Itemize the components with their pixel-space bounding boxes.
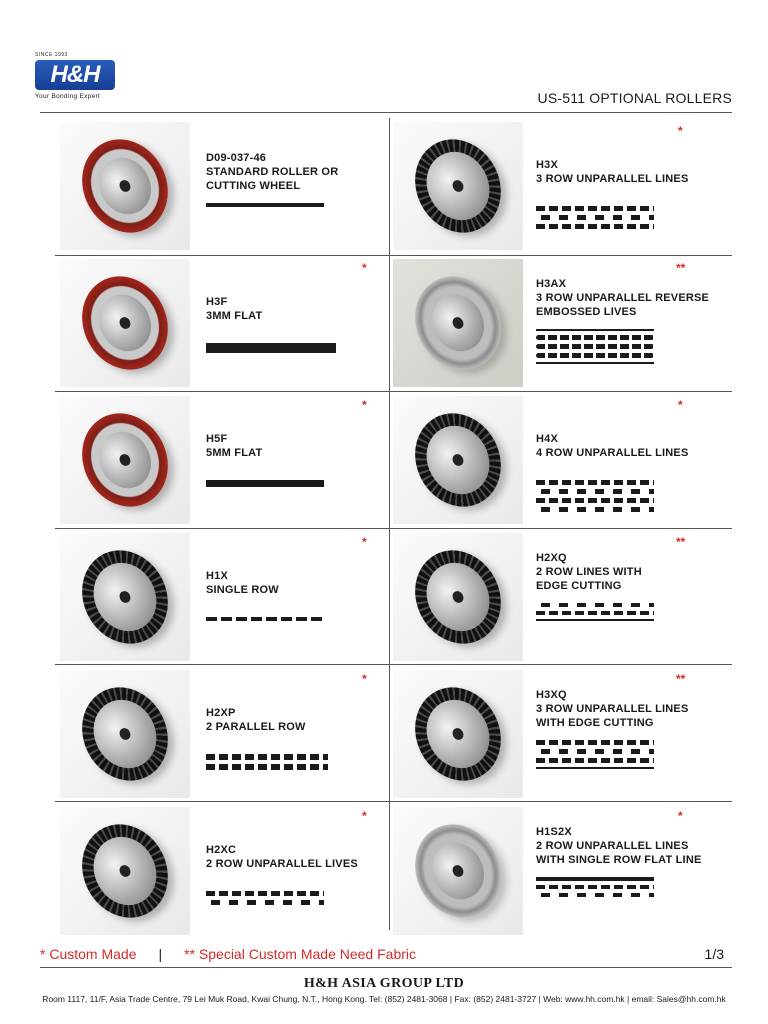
pattern-line bbox=[536, 507, 654, 512]
pattern-line bbox=[206, 617, 324, 621]
line-pattern bbox=[536, 877, 666, 901]
roller-photo bbox=[60, 396, 190, 524]
pattern-line bbox=[536, 362, 654, 364]
company-logo bbox=[35, 52, 125, 106]
pattern-line bbox=[536, 353, 654, 358]
roller-photo bbox=[60, 259, 190, 387]
pattern-line bbox=[206, 764, 328, 770]
pattern-line bbox=[536, 344, 654, 349]
roller-photo bbox=[60, 670, 190, 798]
pattern-line bbox=[536, 877, 654, 881]
product-code: H1X bbox=[206, 570, 228, 582]
roller-wheel-icon bbox=[399, 124, 517, 248]
line-pattern bbox=[536, 740, 666, 773]
pattern-line bbox=[536, 335, 654, 340]
roller-photo bbox=[393, 533, 523, 661]
pattern-line bbox=[536, 740, 654, 745]
pattern-line bbox=[536, 215, 654, 220]
product-description: 2 ROW UNPARALLEL LIVES bbox=[206, 858, 358, 870]
pattern-line bbox=[206, 203, 324, 207]
pattern-line bbox=[536, 758, 654, 763]
custom-made-mark: * bbox=[362, 809, 367, 823]
custom-made-mark: * bbox=[362, 535, 367, 549]
line-pattern bbox=[536, 206, 666, 233]
product-description: 2 PARALLEL ROW bbox=[206, 721, 306, 733]
pattern-line bbox=[536, 611, 654, 615]
line-pattern bbox=[206, 891, 336, 909]
roller-wheel-icon bbox=[66, 398, 184, 522]
product-description: 3MM FLAT bbox=[206, 310, 263, 322]
pattern-line bbox=[536, 767, 654, 769]
roller-wheel-icon bbox=[399, 261, 517, 385]
pattern-line bbox=[206, 480, 324, 487]
pattern-line bbox=[206, 343, 336, 353]
product-description: 3 ROW UNPARALLEL REVERSE EMBOSSED LIVES bbox=[536, 292, 710, 318]
product-code: H3F bbox=[206, 296, 228, 308]
product-description: SINGLE ROW bbox=[206, 584, 279, 596]
pattern-line bbox=[536, 619, 654, 621]
pattern-line bbox=[536, 224, 654, 229]
product-cell bbox=[390, 118, 732, 255]
product-code: D09-037-46 bbox=[206, 152, 267, 164]
logo-tagline: Your Bonding Expert bbox=[35, 93, 101, 100]
line-pattern bbox=[536, 480, 666, 516]
product-cell bbox=[390, 255, 732, 392]
custom-made-mark: * bbox=[678, 809, 683, 823]
custom-made-mark: * bbox=[362, 672, 367, 686]
product-description: 4 ROW UNPARALLEL LINES bbox=[536, 447, 689, 459]
product-description: 3 ROW UNPARALLEL LINES bbox=[536, 173, 689, 185]
roller-photo bbox=[393, 670, 523, 798]
line-pattern bbox=[536, 329, 666, 368]
product-code: H3AX bbox=[536, 278, 567, 290]
product-code: H2XC bbox=[206, 844, 237, 856]
roller-wheel-icon bbox=[66, 672, 184, 796]
line-pattern bbox=[206, 480, 336, 491]
pattern-line bbox=[536, 206, 654, 211]
product-description: 2 ROW LINES WITH EDGE CUTTING bbox=[536, 566, 642, 592]
header-divider bbox=[40, 112, 732, 113]
legend bbox=[40, 946, 416, 962]
legend-separator: | bbox=[158, 946, 163, 962]
roller-wheel-icon bbox=[66, 124, 184, 248]
line-pattern bbox=[206, 617, 336, 625]
company-address: Room 1117, 11/F, Asia Trade Centre, 79 Lei Muk Road, Kwai Chung, N.T., Hong Kong. Tel: (852) 2481-3068 | Fax: (852) 2481-3727 | Web: www.hh.com.hk | email: Sales@hh.com.hk bbox=[42, 994, 726, 1004]
line-pattern bbox=[206, 343, 336, 357]
product-code: H4X bbox=[536, 433, 558, 445]
line-pattern bbox=[206, 203, 336, 211]
product-code: H1S2X bbox=[536, 826, 572, 838]
roller-photo bbox=[393, 807, 523, 935]
product-description: 3 ROW UNPARALLEL LINES WITH EDGE CUTTING bbox=[536, 703, 689, 729]
custom-made-mark: * bbox=[362, 261, 367, 275]
product-code: H5F bbox=[206, 433, 228, 445]
product-cell bbox=[390, 392, 732, 529]
product-cell bbox=[55, 529, 389, 666]
roller-wheel-icon bbox=[66, 535, 184, 659]
logo-mark: H&H bbox=[35, 60, 115, 90]
roller-photo bbox=[60, 807, 190, 935]
custom-made-mark: ** bbox=[676, 672, 686, 686]
page-number: 1/3 bbox=[704, 946, 724, 962]
pattern-line bbox=[536, 893, 654, 897]
product-description: STANDARD ROLLER OR CUTTING WHEEL bbox=[206, 166, 339, 192]
custom-made-mark: ** bbox=[676, 535, 686, 549]
line-pattern bbox=[536, 603, 666, 625]
product-cell bbox=[55, 666, 389, 803]
roller-wheel-icon bbox=[399, 535, 517, 659]
roller-wheel-icon bbox=[399, 809, 517, 933]
product-cell bbox=[390, 529, 732, 666]
product-code: H3XQ bbox=[536, 689, 567, 701]
roller-photo bbox=[393, 259, 523, 387]
pattern-line bbox=[536, 489, 654, 494]
legend-custom-made: * Custom Made bbox=[40, 946, 137, 962]
roller-wheel-icon bbox=[66, 261, 184, 385]
roller-photo bbox=[60, 122, 190, 250]
roller-wheel-icon bbox=[66, 809, 184, 933]
product-cell bbox=[55, 392, 389, 529]
legend-special-custom: ** Special Custom Made Need Fabric bbox=[184, 946, 417, 962]
roller-photo bbox=[60, 533, 190, 661]
product-cell bbox=[390, 803, 732, 940]
product-cell bbox=[55, 803, 389, 940]
product-description: 2 ROW UNPARALLEL LINES WITH SINGLE ROW FLAT LINE bbox=[536, 840, 702, 866]
pattern-line bbox=[536, 885, 654, 889]
logo-since: SINCE 1993 bbox=[35, 52, 68, 58]
roller-wheel-icon bbox=[399, 398, 517, 522]
custom-made-mark: * bbox=[678, 124, 683, 138]
roller-photo bbox=[393, 122, 523, 250]
product-code: H3X bbox=[536, 159, 558, 171]
product-description: 5MM FLAT bbox=[206, 447, 263, 459]
roller-wheel-icon bbox=[399, 672, 517, 796]
product-cell bbox=[55, 255, 389, 392]
product-code: H2XQ bbox=[536, 552, 567, 564]
pattern-line bbox=[536, 480, 654, 485]
pattern-line bbox=[536, 603, 654, 607]
pattern-line bbox=[536, 498, 654, 503]
pattern-line bbox=[206, 891, 324, 896]
pattern-line bbox=[206, 754, 328, 760]
line-pattern bbox=[206, 754, 336, 774]
custom-made-mark: ** bbox=[676, 261, 686, 275]
company-name: H&H ASIA GROUP LTD bbox=[303, 976, 465, 991]
product-cell bbox=[55, 118, 389, 255]
pattern-line bbox=[206, 900, 324, 905]
footer-divider bbox=[40, 967, 732, 968]
roller-photo bbox=[393, 396, 523, 524]
product-cell bbox=[390, 666, 732, 803]
pattern-line bbox=[536, 329, 654, 331]
pattern-line bbox=[536, 749, 654, 754]
product-code: H2XP bbox=[206, 707, 236, 719]
page-title: US-511 OPTIONAL ROLLERS bbox=[537, 90, 732, 106]
custom-made-mark: * bbox=[678, 398, 683, 412]
custom-made-mark: * bbox=[362, 398, 367, 412]
